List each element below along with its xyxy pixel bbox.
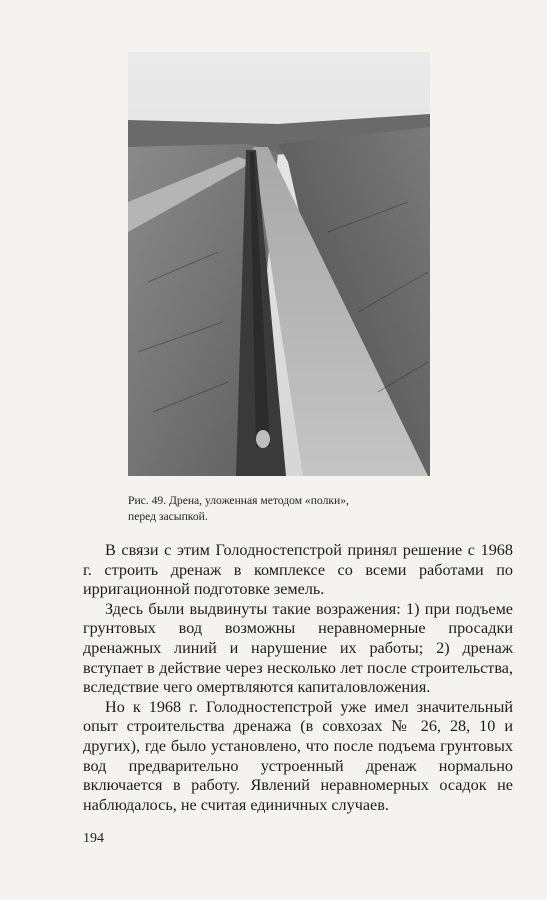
- page-number: 194: [83, 831, 104, 846]
- body-text: [83, 541, 513, 815]
- paragraph-2: Здесь были выдвинуты такие возражения: 1) при подъеме грунтовых вод возможны неравномерные просадки дренажных линий и нарушение их работы; 2) дренаж вступает в действие через несколько лет после строительства, вследствие чего омертвляются капиталовложения.: [83, 599, 513, 697]
- caption-line-1: Рис. 49. Дрена, уложенная методом «полки»,: [128, 494, 349, 507]
- paragraph-1: В связи с этим Голодностепстрой принял решение с 1968 г. строить дренаж в комплексе со всеми работами по ирригационной подготовке земель.: [83, 541, 513, 599]
- paragraph-3: Но к 1968 г. Голодностепстрой уже имел значительный опыт строительства дренажа (в совхозах № 26, 28, 10 и других), где было установлено, что после подъема грунтовых вод предварительно устроенный дренаж нормально включается в работу. Явлений неравномерных осадок не наблюдалось, не считая единичных случаев.: [83, 697, 513, 814]
- drain-trench-photo: [128, 52, 430, 476]
- caption-line-2: перед засыпкой.: [128, 510, 208, 523]
- figure-photo: [128, 52, 430, 476]
- figure-caption: [128, 493, 430, 525]
